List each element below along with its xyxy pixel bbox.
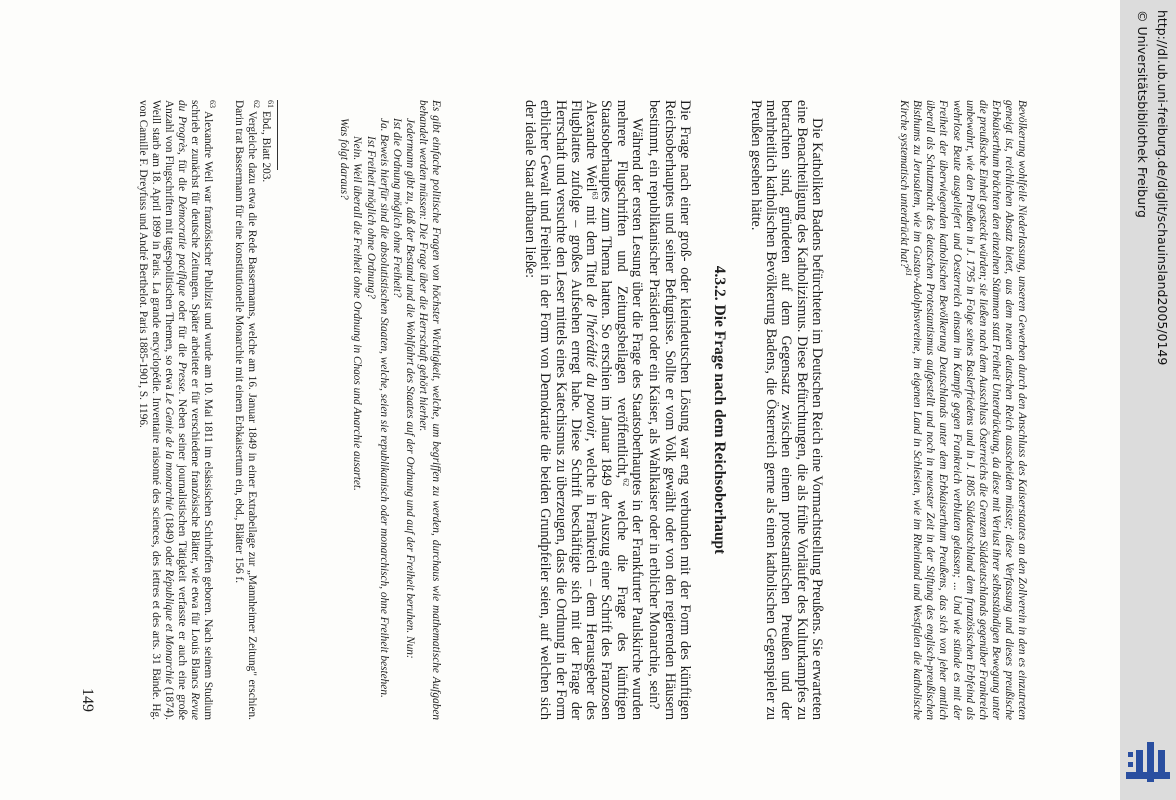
- footnote-rule: [277, 100, 278, 170]
- paragraph-question: Die Frage nach einer groß- oder kleindeutschen Lösung war eng verbunden mit der Form des künftigen Reichsoberhauptes und seiner Befugnisse. Sollte er vom Volk gewählt oder von den regierenden Häusern bestimmt, ein republikanischer Präsident oder ein Kaiser, als Wahlkaiser oder in erblicher Monarchie, sein?: [646, 100, 693, 720]
- quote-line: Was folgt daraus?: [338, 118, 351, 200]
- library-sidebar: [1120, 0, 1176, 800]
- footnote-62: $^{62}$Vergleiche dazu etwa die Rede Bassermanns, welche am 16. Januar 1849 in einer Extrabeilage zur „Mannheimer Zeitung" erschien. Darin trat Bassermann für eine konstitutionelle Monarchie mit einem Erbkaisertum ein, ebd., Blätter 156 f.: [232, 100, 261, 720]
- paragraph-catholics: Die Katholiken Badens befürchteten im Deutschen Reich eine Vormachtstellung Preußens. Sie erwarteten eine Benachteiligung des Katholizismus. Diese Befürchtungen, die als frühe Vorläufer des Kulturkampfes zu betrachten sind, gründeten auf dem Gegensatz zwischen einem protestantischen Preußen und der mehrheitlich katholischen Bevölkerung Badens, die Österreich gerne als einen katholischen Gegenspieler zu Preußen gesehen hätte.: [747, 100, 825, 720]
- ub-freiburg-logo-icon: [1126, 742, 1170, 788]
- section-heading: 4.3.2. Die Frage nach dem Reichsoberhaupt: [711, 265, 728, 555]
- page-number: 149: [79, 688, 96, 712]
- quote-line: Nein. Weil überall die Freiheit ohne Ordnung in Chaos und Anarchie ausartet.: [351, 136, 364, 491]
- copyright-notice: © Universitätsbibliothek Freiburg: [1135, 10, 1150, 218]
- quote-line: Ist Freiheit möglich ohne Ordnung?: [364, 136, 377, 299]
- quote-line: Jedermann gibt zu, daß der Bestand und die Wohlfahrt des Staates auf der Ordnung und auf der Freiheit beruhen. Nun:: [403, 118, 416, 659]
- footnote-ref-62: 62: [621, 478, 631, 487]
- quote-line: Es gibt einfache politische Fragen von höchster Wichtigkeit, welche, um begriffen zu werden, durchaus wie mathematische Aufgaben behandelt werden müssen: Die Frage über die Herrschaft gehört hierher.: [416, 100, 442, 720]
- paragraph-weil: Während der ersten Lesung über die Frage des Staatsoberhauptes in der Frankfurter Paulskirche wurden mehrere Flugschriften und Zeitungsbeilagen veröffentlicht,$^{62}$ welche die Frage des künftigen Staatsoberhauptes zum Thema hatten. So erschien im Januar 1849 der Auszug einer Schrift des Franzosen Alexandre Weil$^{63}$ mit dem Titel de l'hérédité du pouvoir, welche in Frankreich – dem Herausgeber des Flugblattes zufolge – großes Aufsehen erregt habe. Diese Schrift beschäftigte sich mit der Frage der Herrschaft und versuchte den Leser mittels eines Katechismus zu überzeugen, dass die Ordnung in der Form erblicher Gewalt und Freiheit in der Form von Demokratie die beiden Grundpfeiler seien, auf welchen sich der ideale Staat aufbauen ließe:: [521, 100, 645, 721]
- block-quote-top: [897, 100, 1028, 720]
- footnote-63: $^{63}$Alexandre Weil war französischer Publizist und wurde am 10. Mai 1811 im elsässischen Schirhoffen geboren. Nach seinem Studium schrieb er zunächst für deutsche Zeitungen. Später arbeitete er für verschiedene französische Blätter, wie etwa für Louis Blancs Revue du Progrès, für die Démocratie pacifique oder für die Presse. Neben seiner journalistischen Tätigkeit verfasste er auch eine große Anzahl von Flugschriften mit tagespolitischen Themen, so etwa Le Genie de la monarchie (1849) oder République et Monarchie (1874). Weill starb am 18. April 1899 in Paris. La grande encyclopédie. Inventaire raisonné des sciences, des lettres et des arts. 31 Bände. Hg. von Camille F. Dreyfuss und André Berthelot. Paris 1885-1901, S. 1196.: [136, 100, 217, 721]
- quote-line: Ist die Ordnung möglich ohne Freiheit?: [390, 118, 403, 298]
- footnote-ref-61: 61: [903, 268, 913, 277]
- quote-line: Ja. Beweis hierfür sind die absolutistischen Staaten, welche, seien sie republikanisch oder monarchisch, ohne Freiheit bestehen.: [377, 118, 390, 698]
- footnote-ref-63: 63: [590, 191, 600, 200]
- cited-title: de l'hérédité du pouvoir: [583, 293, 600, 438]
- permalink-url[interactable]: http://dl.ub.uni-freiburg.de/diglit/schauinsland2005/0149: [1155, 10, 1170, 366]
- quote-top-text: Bevölkerung wohlfeile Niederlassung, unseren Gewerben durch den Anschluss des Kaiserstaates an den Zollverein in den es einzutreten geneigt ist, reichlichen Absatz bietet, aus dem neuen deutschen Reich ausscheiden müsste; diese Verfassung und dieses preußische Erbkaiserthum brächten den einzelnen Stämmen statt Freiheit Unterdrückung, da diese mit Verlust ihrer selbstständigen Bewegung unter die preußische Einheit gesteckt würden; sie ließen nach dem Ausschluss Österreichs die Grenzen Süddeutschlands gegenüber Frankreich unbewahrt, wie den Preußen in J. 1795 in Folge seines Baslerfriedens und in J. 1805 Süddeutschland dem französischen Erbfeind als wehrlose Beute ausgeliefert und Oesterreich einsam im Kampfe gegen Frankreich verbluten gelassen; ... Und wie stünde es mit der Freiheit der überwiegenden katholischen Bevölkerung Deutschlands unter dem Erbkaiserthum Preußens, das sich von jeher amtlich überall als Schutzmacht des deutschen Protestantismus aufgestellt und noch in neuester Zeit in der Stiftung des englisch-preußischen Bisthums zu Jerusalem, wie im Gustav-Adolphsvereine, im eigenen Land in Schlesien, wie im Rheinland und Westfalen die katholische Kirche systematisch unterdrückt hat?: [898, 100, 1028, 720]
- block-quote-catechism: [337, 100, 442, 720]
- footnote-61: $^{61}$Ebd., Blatt 203.: [260, 100, 275, 183]
